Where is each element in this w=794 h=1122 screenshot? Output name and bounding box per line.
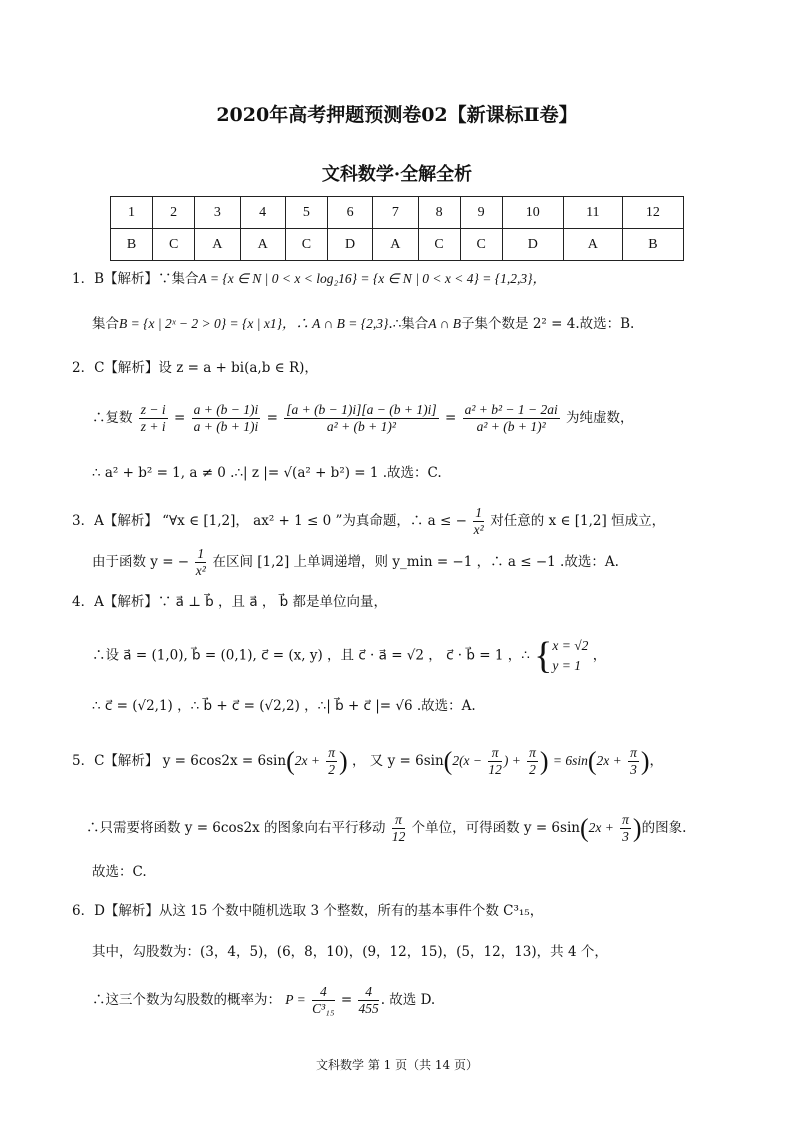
answer-table-answer-cell: B <box>622 229 683 261</box>
q2-fraction-2: $\frac{a + (b - 1)i}{a + (b + 1)i}$ <box>193 402 259 434</box>
q5-pi-over-12: $\frac{\pi}{12}$ <box>488 745 502 777</box>
q5-pi-over-2b: $\frac{\pi}{2}$ <box>529 745 536 777</box>
answer-table-number-cell: 12 <box>622 197 683 229</box>
q6-p: P = <box>285 992 306 1007</box>
q3-text-3: 由于函数 y = − <box>92 554 190 570</box>
q5-text-3: ∴只需要将函数 y = 6cos2x 的图象向右平行移动 <box>86 820 386 836</box>
page-subtitle: 文科数学·全解全析 <box>321 164 473 185</box>
q2-line-1: 2．C【解析】设 z = a + bi(a,b ∈ R)， <box>72 360 318 376</box>
q5-arg-2: 2(x − <box>452 753 483 768</box>
q1-set-a: A = {x ∈ N | 0 < x < log₂16} = {x ∈ N | 0 < x < 4} = {1,2,3}， <box>198 271 547 286</box>
answer-table <box>110 196 684 261</box>
q5-text-2: ， 又 y = 6sin <box>352 753 444 769</box>
answer-table-number-cell: 7 <box>373 197 418 229</box>
q2-text: ∴复数 <box>92 410 133 426</box>
q2-fraction-1: $\frac{z - i}{z + i}$ <box>140 402 166 434</box>
q1-line-1 <box>72 269 546 289</box>
q5-arg-3: ) + <box>503 753 521 768</box>
answer-table-number-cell: 9 <box>460 197 502 229</box>
q1-conclusion: 子集个数是 2² = 4.故选：B. <box>461 316 635 332</box>
answer-table-number-row <box>111 197 684 229</box>
q4-brace: { <box>534 635 553 677</box>
q2-text-2: 为纯虚数， <box>566 410 634 426</box>
q4-comma: ， <box>592 647 607 664</box>
q5-text-4: 个单位，可得函数 y = 6sin <box>411 820 580 836</box>
answer-table-answer-cell: C <box>285 229 327 261</box>
q6-fraction-2: $\frac{4}{455}$ <box>358 984 379 1016</box>
q4-line-3: ∴ c⃗ = (√2,1) ，∴ b⃗ + c⃗ = (√2,2) ，∴| b⃗ + c⃗ |= √6 .故选：A. <box>92 698 476 714</box>
q5-text: 5．C【解析】 y = 6cos2x = 6sin <box>72 753 287 769</box>
answer-table-answer-cell: D <box>327 229 372 261</box>
q6-line-2: 其中，勾股数为：(3，4，5)，(6，8，10)，(9，12，15)，(5，12，13)，共 4 个， <box>92 944 608 960</box>
q6-line-3: ∴这三个数为勾股数的概率为： P = $\frac{4}{\text{C³₁₅}}$ = $\frac{4}{455}$ . 故选 D. <box>92 984 436 1016</box>
q5-pi-over-2: $\frac{\pi}{2}$ <box>328 745 336 777</box>
q2-fraction-3: $\frac{[a + (b - 1)i][a - (b + 1)i]}{\text{a² + (b + 1)²}}$ <box>286 402 437 434</box>
page-footer: 文科数学 第 1 页（共 14 页） <box>316 1058 478 1072</box>
answer-table-answer-cell: C <box>418 229 460 261</box>
answer-table-number-cell: 11 <box>563 197 622 229</box>
q6-fraction-1: $\frac{4}{\text{C³₁₅}}$ <box>312 984 335 1016</box>
q1-set-b: B = {x | 2ˣ − 2 > 0} = {x | x1}，∴ A ∩ B = {2,3} <box>119 316 389 331</box>
q5-arg-6: 2x + <box>588 820 614 835</box>
answer-table-answer-cell: A <box>373 229 418 261</box>
answer-table-answer-cell: A <box>563 229 622 261</box>
answer-table-answer-row <box>111 229 684 261</box>
answer-table-answer-cell: C <box>153 229 195 261</box>
q1-line-2 <box>92 314 634 334</box>
page-title: 2020年高考押题预测卷02【新课标Ⅱ卷】 <box>216 104 578 126</box>
q5-pi-over-3: $\frac{\pi}{3}$ <box>630 745 637 777</box>
answer-table-number-cell: 1 <box>111 197 153 229</box>
q3-text-2: 对任意的 x ∈ [1,2] 恒成立， <box>490 513 666 529</box>
q2-line-3: ∴ a² + b² = 1, a ≠ 0 .∴| z |= √(a² + b²) = 1 .故选：C. <box>92 465 442 481</box>
q4-system: x = √2 y = 1 <box>552 638 589 673</box>
answer-table-number-cell: 5 <box>285 197 327 229</box>
answer-table-number-cell: 8 <box>418 197 460 229</box>
q5-arg-5: 2x + <box>596 753 622 768</box>
q3-text: 3．A【解析】 “∀x ∈ [1,2]， ax² + 1 ≤ 0 ”为真命题，∴ a ≤ − <box>72 513 467 529</box>
q3-line-1 <box>72 505 665 538</box>
q1-label: 1．B【解析】∵集合 <box>72 271 199 287</box>
q5-pi-over-3b: $\frac{\pi}{3}$ <box>622 812 629 844</box>
q1-text-2: .∴集合 <box>388 316 429 332</box>
answer-table-number-cell: 4 <box>240 197 285 229</box>
q5-line-1: 5．C【解析】 y = 6cos2x = 6sin(2x + $\frac{\pi}{2}$ ) ， 又 y = 6sin(2(x − $\frac{\pi}{12}$ ) + $\frac{\pi}{2}$ ) = 6sin(2x + $\frac{\pi}{3}$ )， <box>72 745 663 777</box>
answer-table-answer-cell: A <box>240 229 285 261</box>
answer-table-number-cell: 2 <box>153 197 195 229</box>
q6-line-1: 6．D【解析】从这 15 个数中随机选取 3 个整数，所有的基本事件个数 C³₁₅， <box>72 903 544 919</box>
q5-line-2: ∴只需要将函数 y = 6cos2x 的图象向右平行移动 $\frac{\pi}{12}$ 个单位，可得函数 y = 6sin(2x + $\frac{\pi}{3}$ )的图象. <box>86 812 687 844</box>
q3-fraction-2: $\frac{1}{\text{x²}}$ <box>195 546 206 578</box>
q5-text-5: 的图象. <box>641 820 687 836</box>
q5-shift-fraction: $\frac{\pi}{12}$ <box>391 812 406 844</box>
q2-line-2: ∴复数 $\frac{z - i}{z + i}$ = $\frac{a + (b - 1)i}{a + (b + 1)i}$ = $\frac{[a + (b - 1)i][a - (b + 1)i]}{\text{a² + (b + 1)²}}$ = $\frac{\text{a² + b² − 1 − 2ai}}{\text{a² + (b + 1)²}}$ 为纯虚数， <box>92 402 634 434</box>
q3-line-2 <box>92 546 619 579</box>
q6-text: ∴这三个数为勾股数的概率为： <box>92 992 281 1008</box>
q3-fraction-1: $\frac{1}{\text{x²}}$ <box>473 505 484 537</box>
answer-table-answer-cell: B <box>111 229 153 261</box>
answer-table-number-cell: 3 <box>195 197 240 229</box>
q5-line-3: 故选：C. <box>92 864 147 880</box>
q4-line-1: 4．A【解析】∵ a⃗ ⊥ b⃗ ，且 a⃗ ， b⃗ 都是单位向量， <box>72 594 388 610</box>
q3-text-4: 在区间 [1,2] 上单调递增，则 y_min = −1 ，∴ a ≤ −1 .故选：A. <box>212 554 619 570</box>
answer-table-answer-cell: C <box>460 229 502 261</box>
q1-intersection: A ∩ B <box>428 316 462 331</box>
answer-table-answer-cell: A <box>195 229 240 261</box>
q6-conclusion: . 故选 D. <box>380 992 436 1008</box>
answer-table-number-cell: 6 <box>327 197 372 229</box>
q1-text: 集合 <box>92 316 119 332</box>
q2-fraction-4: $\frac{\text{a² + b² − 1 − 2ai}}{\text{a² + (b + 1)²}}$ <box>464 402 558 434</box>
q4-line-2 <box>92 636 606 676</box>
q4-text: ∴设 a⃗ = (1,0), b⃗ = (0,1), c⃗ = (x, y) ，且 c⃗ · a⃗ = √2 ， c⃗ · b⃗ = 1 ，∴ <box>92 647 530 664</box>
answer-table-number-cell: 10 <box>502 197 563 229</box>
q5-arg-1: 2x + <box>294 753 320 768</box>
q5-arg-4: = 6sin <box>552 753 588 768</box>
answer-table-answer-cell: D <box>502 229 563 261</box>
